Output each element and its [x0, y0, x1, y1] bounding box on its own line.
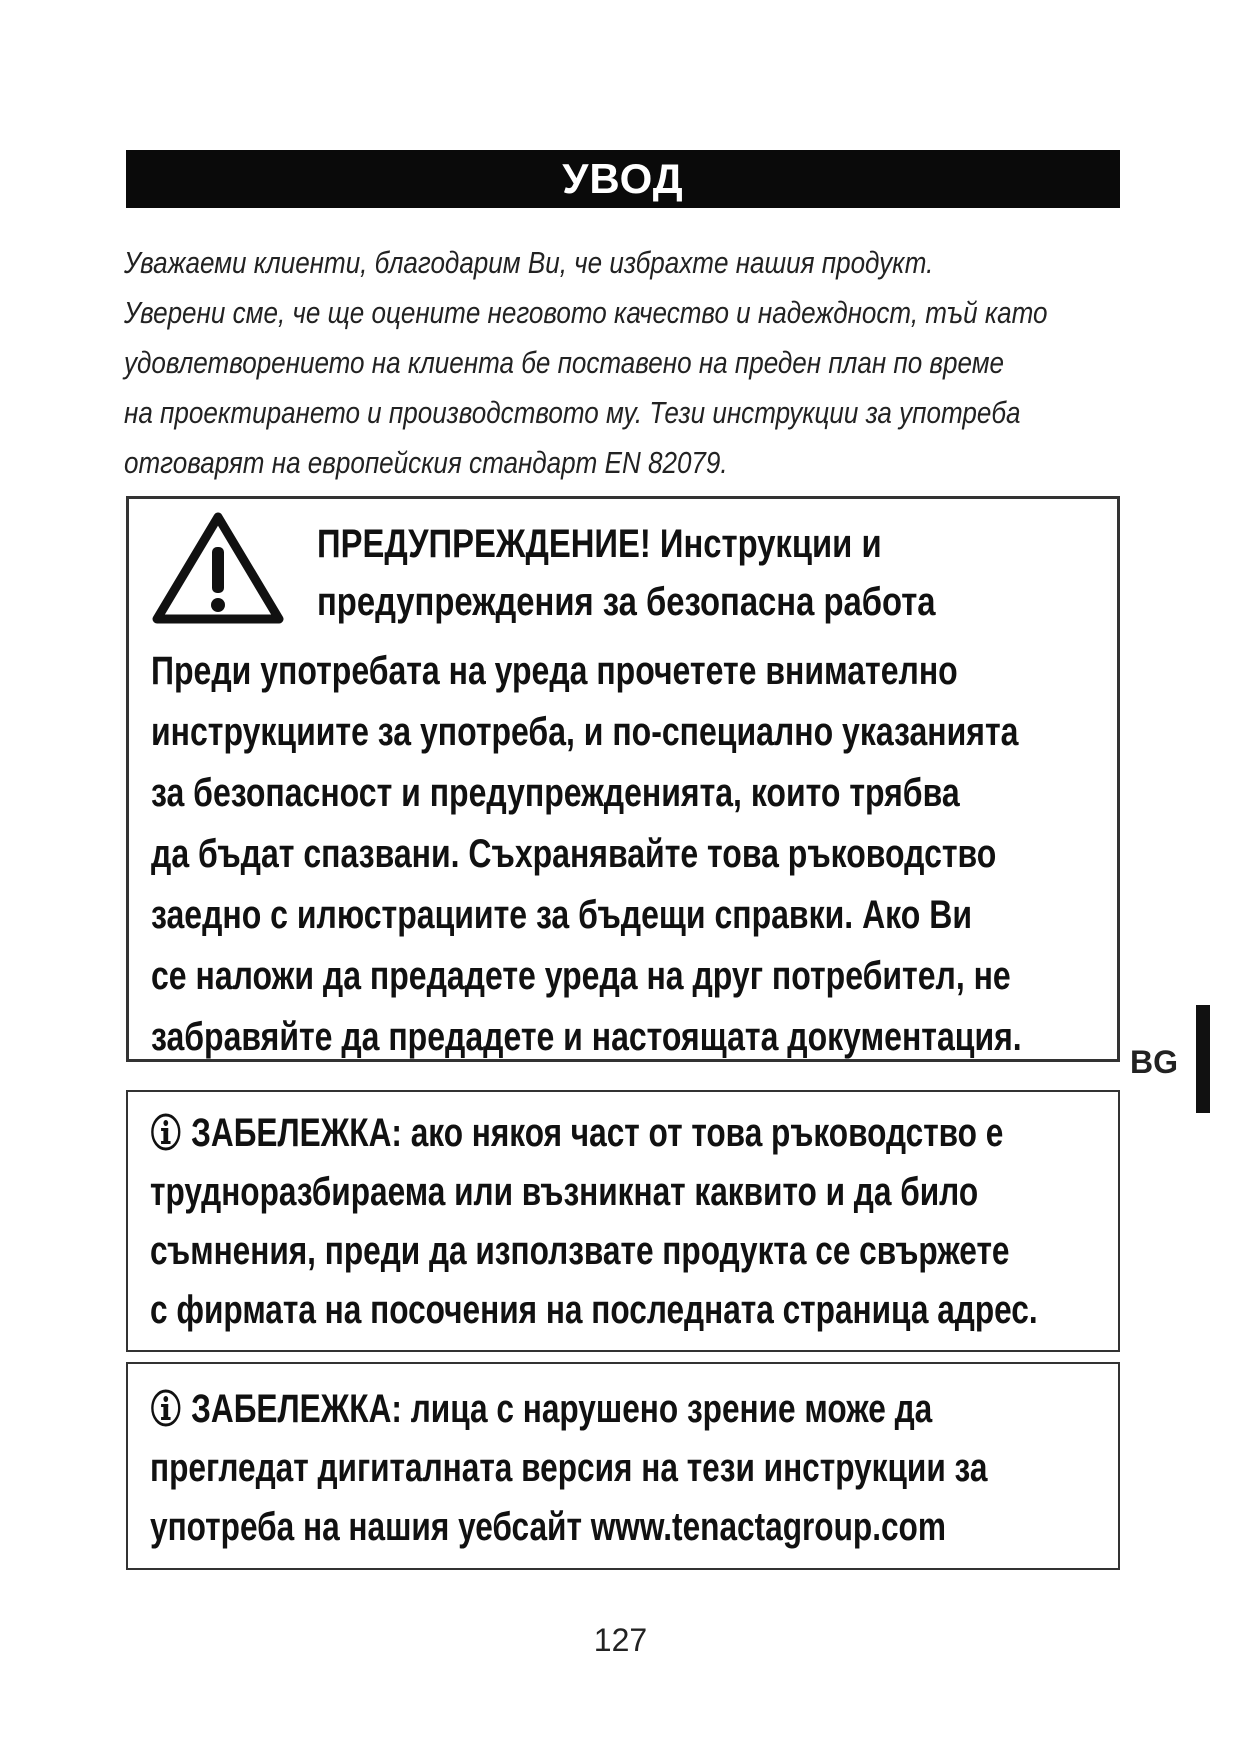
note-line: трудноразбираема или възникнат каквито и да било [150, 1170, 979, 1214]
language-label: BG [1130, 1044, 1178, 1080]
warning-body-line: инструкциите за употреба, и по-специално указанията [151, 710, 1019, 754]
note-label: ЗАБЕЛЕЖКА: [191, 1111, 402, 1155]
intro-line: Уважаеми клиенти, благодарим Ви, че избрахте нашия продукт. [124, 245, 934, 280]
note-text [150, 1104, 1038, 1340]
info-icon [150, 1112, 182, 1152]
intro-line: на проектирането и производството му. Тези инструкции за употреба [124, 395, 1021, 430]
note-box-accessibility [126, 1362, 1120, 1570]
warning-body-line: заедно с илюстрациите за бъдещи справки. Ако Ви [151, 893, 972, 937]
note-label: ЗАБЕЛЕЖКА: [191, 1387, 402, 1431]
warning-body [151, 641, 1022, 1068]
section-title: УВОД [126, 150, 1120, 208]
warning-body-line: се наложи да предадете уреда на друг потребител, не [151, 954, 1011, 998]
note-first-line [150, 1380, 987, 1439]
info-icon [150, 1388, 182, 1428]
warning-title-line: ПРЕДУПРЕЖДЕНИЕ! Инструкции и [317, 522, 882, 566]
warning-body-line: за безопасност и предупрежденията, които трябва [151, 771, 960, 815]
intro-paragraph [124, 238, 1048, 488]
intro-line: Уверени сме, че ще оцените неговото качество и надеждност, тъй като [124, 295, 1048, 330]
note-box-contact [126, 1090, 1120, 1352]
note-line: прегледат дигиталната версия на тези инструкции за [150, 1446, 988, 1490]
note-line: с фирмата на посочения на последната страница адрес. [150, 1288, 1038, 1332]
intro-line: удовлетворението на клиента бе поставено на преден план по време [124, 345, 1005, 380]
intro-line: отговарят на европейския стандарт EN 82079. [124, 445, 728, 480]
note-first-text: ако някоя част от това ръководство е [401, 1111, 1004, 1155]
language-tab-marker [1196, 1005, 1210, 1113]
note-line: употреба на нашия уебсайт www.tenactagroup.com [150, 1505, 946, 1549]
note-line: съмнения, преди да използвате продукта се свържете [150, 1229, 1010, 1273]
warning-title-line: предупреждения за безопасна работа [317, 580, 936, 624]
warning-body-line: забравяйте да предадете и настоящата документация. [151, 1015, 1022, 1059]
warning-title [317, 515, 936, 631]
note-text [150, 1380, 987, 1557]
warning-body-line: да бъдат спазвани. Съхранявайте това ръководство [151, 832, 997, 876]
note-first-line [150, 1104, 1038, 1163]
warning-box [126, 496, 1120, 1062]
warning-triangle-icon [151, 509, 285, 627]
warning-body-line: Преди употребата на уреда прочетете внимателно [151, 649, 958, 693]
page-number: 127 [593, 1622, 648, 1658]
note-first-text: лица с нарушено зрение може да [401, 1387, 933, 1431]
